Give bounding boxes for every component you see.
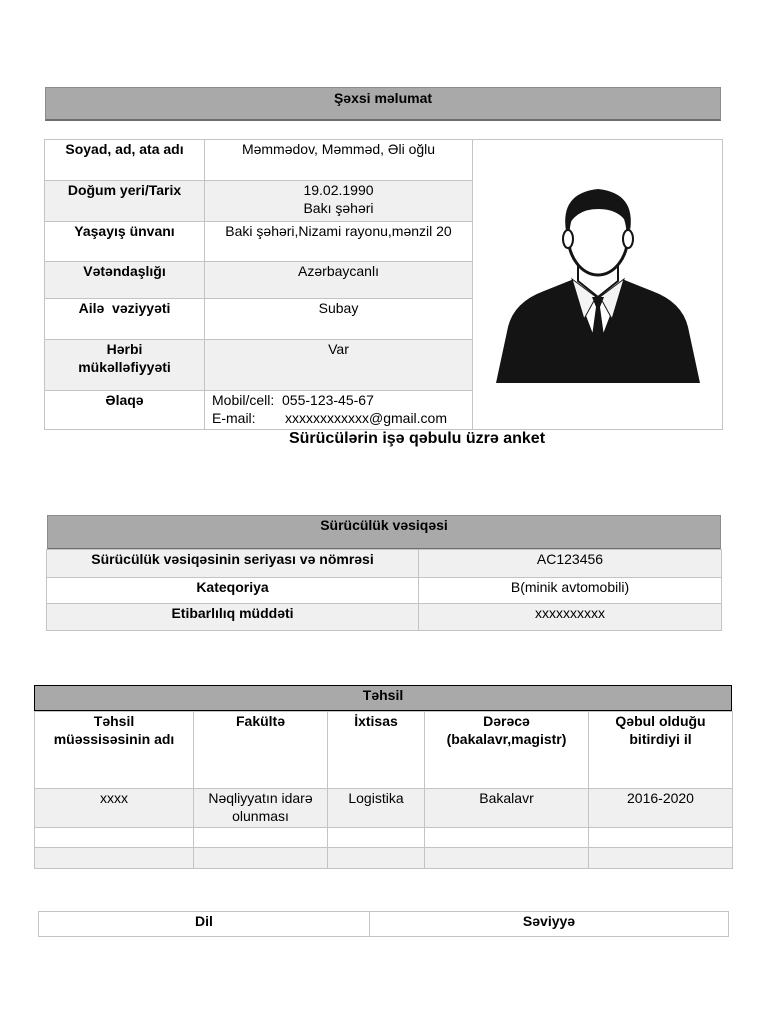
table-cell bbox=[194, 848, 328, 869]
header-line: Qəbul olduğu bbox=[615, 713, 706, 729]
table-row bbox=[47, 604, 722, 631]
table-cell bbox=[194, 789, 328, 828]
email-link[interactable]: xxxxxxxxxxxx@gmail.com bbox=[285, 410, 448, 426]
cell-line: Nəqliyyatın idarə bbox=[208, 790, 313, 806]
table-row bbox=[35, 828, 733, 848]
table-cell bbox=[35, 828, 194, 848]
column-header bbox=[425, 712, 589, 789]
cell-line: olunması bbox=[232, 808, 289, 824]
person-silhouette-icon bbox=[496, 187, 700, 383]
row-label: Yaşayış ünvanı bbox=[45, 222, 205, 262]
row-label: Ailə vəziyyəti bbox=[45, 299, 205, 340]
header-line: Dərəcə bbox=[483, 713, 530, 729]
license-table bbox=[46, 549, 722, 631]
row-label: Sürücülük vəsiqəsinin seriyası və nömrəsi bbox=[47, 550, 419, 578]
mobile-text: Mobil/cell: 055-123-45-67 bbox=[212, 392, 374, 408]
table-cell: xxxx bbox=[35, 789, 194, 828]
row-label: Əlaqə bbox=[45, 391, 205, 430]
row-value bbox=[205, 181, 473, 222]
header-line: müəssisəsinin adı bbox=[53, 731, 175, 747]
column-header: Fakültə bbox=[194, 712, 328, 789]
row-value: Azərbaycanlı bbox=[205, 262, 473, 299]
column-header bbox=[589, 712, 733, 789]
row-value: xxxxxxxxxx bbox=[419, 604, 722, 631]
table-cell bbox=[589, 828, 733, 848]
label-line: Hərbi bbox=[106, 341, 143, 357]
row-value bbox=[205, 391, 473, 430]
photo-cell bbox=[473, 140, 723, 430]
row-value: Məmmədov, Məmməd, Əli oğlu bbox=[205, 140, 473, 181]
table-cell bbox=[35, 848, 194, 869]
birth-place: Bakı şəhəri bbox=[303, 200, 374, 216]
header-line: (bakalavr,magistr) bbox=[446, 731, 567, 747]
table-cell bbox=[425, 848, 589, 869]
table-row bbox=[35, 712, 733, 789]
email-line bbox=[212, 409, 472, 427]
table-row bbox=[45, 140, 723, 181]
personal-info-table bbox=[44, 139, 723, 430]
table-cell: Bakalavr bbox=[425, 789, 589, 828]
education-header-text: Təhsil bbox=[362, 687, 404, 703]
table-cell bbox=[328, 848, 425, 869]
header-line: bitirdiyi il bbox=[629, 731, 692, 747]
table-cell bbox=[328, 828, 425, 848]
table-row bbox=[47, 578, 722, 604]
license-header bbox=[47, 515, 721, 550]
education-table bbox=[34, 711, 733, 869]
table-cell bbox=[425, 828, 589, 848]
column-header: Dil bbox=[39, 912, 370, 937]
form-title bbox=[0, 430, 768, 448]
row-label: Soyad, ad, ata adı bbox=[45, 140, 205, 181]
education-header bbox=[34, 685, 732, 711]
personal-info-header-text: Şəxsi məlumat bbox=[333, 90, 433, 106]
row-value: B(minik avtomobili) bbox=[419, 578, 722, 604]
table-row bbox=[47, 550, 722, 578]
table-cell: Logistika bbox=[328, 789, 425, 828]
table-row bbox=[39, 912, 729, 937]
column-header: Səviyyə bbox=[370, 912, 729, 937]
row-label: Vətəndaşlığı bbox=[45, 262, 205, 299]
table-cell bbox=[589, 848, 733, 869]
table-cell bbox=[194, 828, 328, 848]
row-label bbox=[45, 340, 205, 391]
label-line: mükəlləfiyyəti bbox=[78, 359, 171, 375]
email-label: E-mail: bbox=[212, 410, 256, 426]
personal-info-header bbox=[45, 87, 721, 121]
table-cell: 2016-2020 bbox=[589, 789, 733, 828]
form-title-text: Sürücülərin işə qəbulu üzrə anket bbox=[288, 430, 546, 447]
row-value: Var bbox=[205, 340, 473, 391]
row-value: Subay bbox=[205, 299, 473, 340]
column-header bbox=[35, 712, 194, 789]
header-line: Təhsil bbox=[93, 713, 135, 729]
birth-date: 19.02.1990 bbox=[303, 182, 374, 198]
row-label: Doğum yeri/Tarix bbox=[45, 181, 205, 222]
column-header: İxtisas bbox=[328, 712, 425, 789]
row-value: AC123456 bbox=[419, 550, 722, 578]
license-header-text: Sürücülük vəsiqəsi bbox=[320, 517, 448, 533]
row-label: Etibarlılıq müddəti bbox=[47, 604, 419, 631]
table-row bbox=[35, 848, 733, 869]
table-row bbox=[35, 789, 733, 828]
language-table bbox=[38, 911, 729, 937]
row-label: Kateqoriya bbox=[47, 578, 419, 604]
row-value: Baki şəhəri,Nizami rayonu,mənzil 20 bbox=[205, 222, 473, 262]
